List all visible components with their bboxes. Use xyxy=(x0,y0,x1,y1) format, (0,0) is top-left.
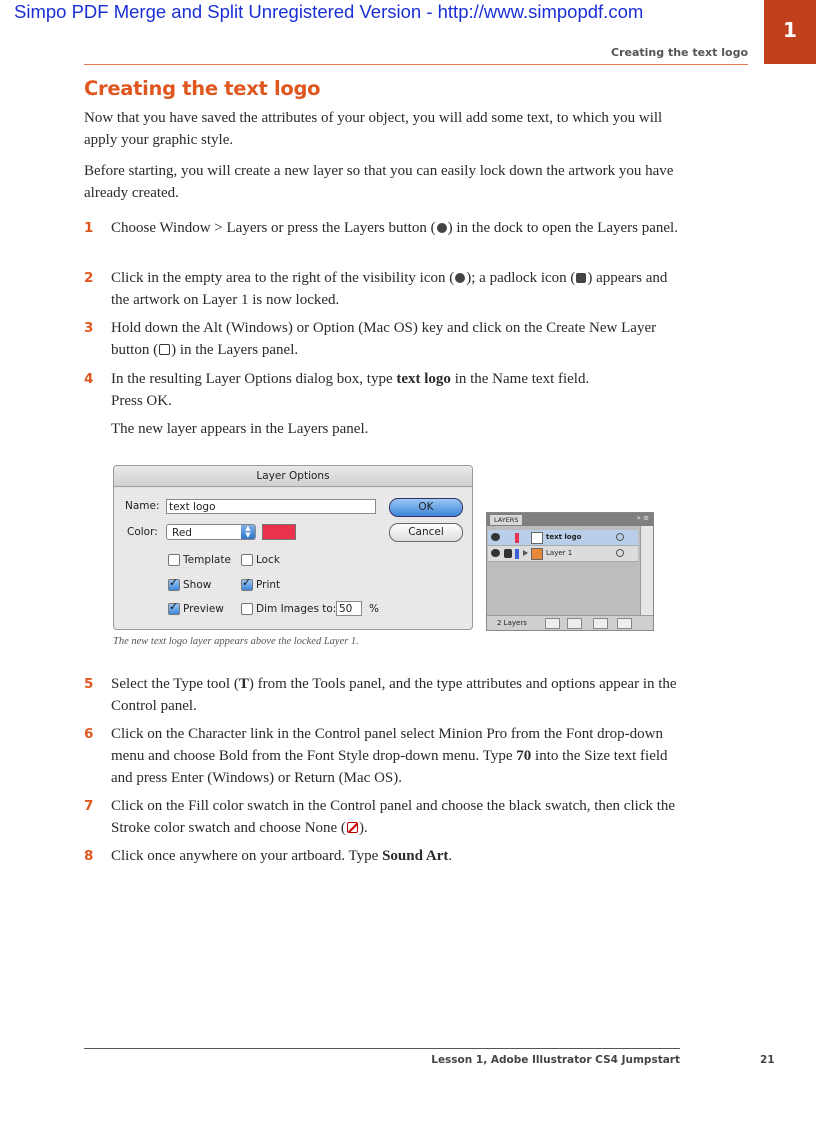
visibility-eye-icon xyxy=(455,273,465,283)
checkbox-label: Show xyxy=(183,579,212,591)
checkbox-label: Lock xyxy=(256,554,280,566)
lock-checkbox[interactable] xyxy=(241,554,280,566)
figure-caption: The new text logo layer appears above the locked Layer 1. xyxy=(113,636,359,647)
create-new-layer-icon[interactable] xyxy=(593,618,608,629)
none-swatch-icon xyxy=(347,822,358,833)
step-7 xyxy=(84,795,684,839)
step-text: ) from the Tools panel, and the type attributes and options appear in the Control panel. xyxy=(111,676,677,714)
step-text: ); a padlock icon ( xyxy=(466,270,576,286)
type-tool-icon: T xyxy=(238,676,249,692)
step-text: Click in the empty area to the right of the visibility icon ( xyxy=(111,270,455,286)
step-number: 1 xyxy=(84,220,94,236)
step-text: . xyxy=(448,848,453,864)
color-select-value: Red xyxy=(172,527,192,539)
step-text: Press OK. xyxy=(111,393,172,409)
checkbox-box[interactable] xyxy=(241,579,253,591)
expand-triangle-icon[interactable] xyxy=(523,550,528,556)
checkbox-label: Print xyxy=(256,579,281,591)
checkbox-label: Preview xyxy=(183,603,224,615)
step-bold-text: Sound Art xyxy=(382,848,449,864)
step-text: ) in the dock to open the Layers panel. xyxy=(447,220,678,236)
layer-color-chip xyxy=(515,549,519,559)
layer-options-dialog xyxy=(113,465,473,630)
create-new-layer-icon xyxy=(159,344,170,355)
color-swatch[interactable] xyxy=(262,524,296,540)
checkbox-box[interactable] xyxy=(168,603,180,615)
intro-paragraph-1: Now that you have saved the attributes of your object, you will add some text, to which you will apply your graphic style. xyxy=(84,110,663,148)
step-text: Click on the Fill color swatch in the Control panel and choose the black swatch, then click the Stroke color swatch and choose None ( xyxy=(111,798,676,836)
step-number: 6 xyxy=(84,726,94,742)
step-number: 4 xyxy=(84,371,94,387)
dim-images-checkbox[interactable] xyxy=(241,603,336,615)
dim-percent-field[interactable]: 50 xyxy=(336,601,362,616)
ok-button[interactable]: OK xyxy=(389,498,463,517)
locate-object-icon[interactable] xyxy=(545,618,560,629)
target-icon[interactable] xyxy=(616,533,624,541)
footer-rule xyxy=(84,1048,680,1049)
step-number: 5 xyxy=(84,676,94,692)
color-select[interactable] xyxy=(166,524,256,540)
checkbox-box[interactable] xyxy=(168,579,180,591)
page-number: 21 xyxy=(760,1054,775,1066)
layers-button-icon xyxy=(437,223,447,233)
step-text: ) appears and the artwork on Layer 1 is now locked. xyxy=(111,270,668,308)
step-bold-text: 70 xyxy=(516,748,532,764)
step-1 xyxy=(84,217,684,239)
layer-count: 2 Layers xyxy=(497,619,527,627)
layer-name[interactable]: text logo xyxy=(546,533,582,541)
checkbox-box[interactable] xyxy=(168,554,180,566)
layer-row-layer-1[interactable] xyxy=(488,546,638,562)
step-3 xyxy=(84,317,684,361)
step-text: Click once anywhere on your artboard. Type xyxy=(111,848,383,864)
layers-tab[interactable]: LAYERS xyxy=(490,515,522,525)
footer-title: Lesson 1, Adobe Illustrator CS4 Jumpstart xyxy=(431,1054,680,1066)
header-rule xyxy=(84,64,748,65)
make-clipping-mask-icon[interactable] xyxy=(567,618,582,629)
result-note: The new layer appears in the Layers panel. xyxy=(111,421,369,437)
padlock-icon xyxy=(576,273,586,283)
layer-name[interactable]: Layer 1 xyxy=(546,549,573,557)
select-arrows-icon: ▲ ▼ xyxy=(241,525,255,539)
template-checkbox[interactable] xyxy=(168,554,231,566)
intro-paragraph-2: Before starting, you will create a new layer so that you can easily lock down the artwork you have already created. xyxy=(84,163,674,201)
running-head: Creating the text logo xyxy=(611,46,748,59)
watermark-banner[interactable]: Simpo PDF Merge and Split Unregistered Version - http://www.simpopdf.com xyxy=(14,1,644,22)
show-checkbox[interactable] xyxy=(168,579,211,591)
step-6 xyxy=(84,723,684,789)
step-bold-text: text logo xyxy=(396,371,451,387)
checkbox-label: Dim Images to: xyxy=(256,603,337,615)
step-2 xyxy=(84,267,684,311)
layer-thumbnail xyxy=(531,532,543,544)
eye-icon[interactable] xyxy=(491,533,500,541)
step-text: Hold down the Alt (Windows) or Option (Mac OS) key and click on the Create New Layer button ( xyxy=(111,320,657,358)
target-icon[interactable] xyxy=(616,549,624,557)
step-text: Select the Type tool ( xyxy=(111,676,239,692)
panel-scrollbar[interactable] xyxy=(640,526,653,616)
step-text: ) in the Layers panel. xyxy=(171,342,299,358)
cancel-button[interactable]: Cancel xyxy=(389,523,463,542)
step-number: 2 xyxy=(84,270,94,286)
checkbox-label: Template xyxy=(183,554,231,566)
step-number: 7 xyxy=(84,798,94,814)
step-text: into the Size text field and press Enter (Windows) or Return (Mac OS). xyxy=(111,748,668,786)
step-8 xyxy=(84,845,684,867)
step-text: Choose Window > Layers or press the Layers button ( xyxy=(111,220,436,236)
step-number: 3 xyxy=(84,320,94,336)
print-checkbox[interactable] xyxy=(241,579,280,591)
step-4 xyxy=(84,368,684,412)
panel-menu-icon[interactable]: » ≡ xyxy=(636,514,649,522)
section-heading: Creating the text logo xyxy=(84,77,321,100)
layers-panel xyxy=(486,512,654,631)
panel-footer xyxy=(487,615,653,630)
checkbox-box[interactable] xyxy=(241,554,253,566)
layer-row-text-logo[interactable] xyxy=(488,530,638,546)
step-text: in the Name text field. xyxy=(450,371,590,387)
layer-color-chip xyxy=(515,533,519,543)
delete-layer-icon[interactable] xyxy=(617,618,632,629)
lock-icon[interactable] xyxy=(504,549,512,558)
checkbox-box[interactable] xyxy=(241,603,253,615)
eye-icon[interactable] xyxy=(491,549,500,557)
dialog-title: Layer Options xyxy=(114,466,472,487)
step-text: In the resulting Layer Options dialog box, type xyxy=(111,371,397,387)
name-field[interactable]: text logo xyxy=(166,499,376,514)
layer-thumbnail xyxy=(531,548,543,560)
step-number: 8 xyxy=(84,848,94,864)
step-text: ). xyxy=(358,820,368,836)
chapter-tab: 1 xyxy=(764,0,816,64)
panel-header xyxy=(487,513,653,526)
name-label: Name: xyxy=(125,500,160,512)
step-text: Click on the Character link in the Control panel select Minion Pro from the Font drop-down menu and choose Bold from the Font Style drop-down menu. Type xyxy=(111,726,663,764)
preview-checkbox[interactable] xyxy=(168,603,224,615)
step-5 xyxy=(84,673,684,717)
percent-unit: % xyxy=(369,603,379,615)
color-label: Color: xyxy=(127,526,158,538)
